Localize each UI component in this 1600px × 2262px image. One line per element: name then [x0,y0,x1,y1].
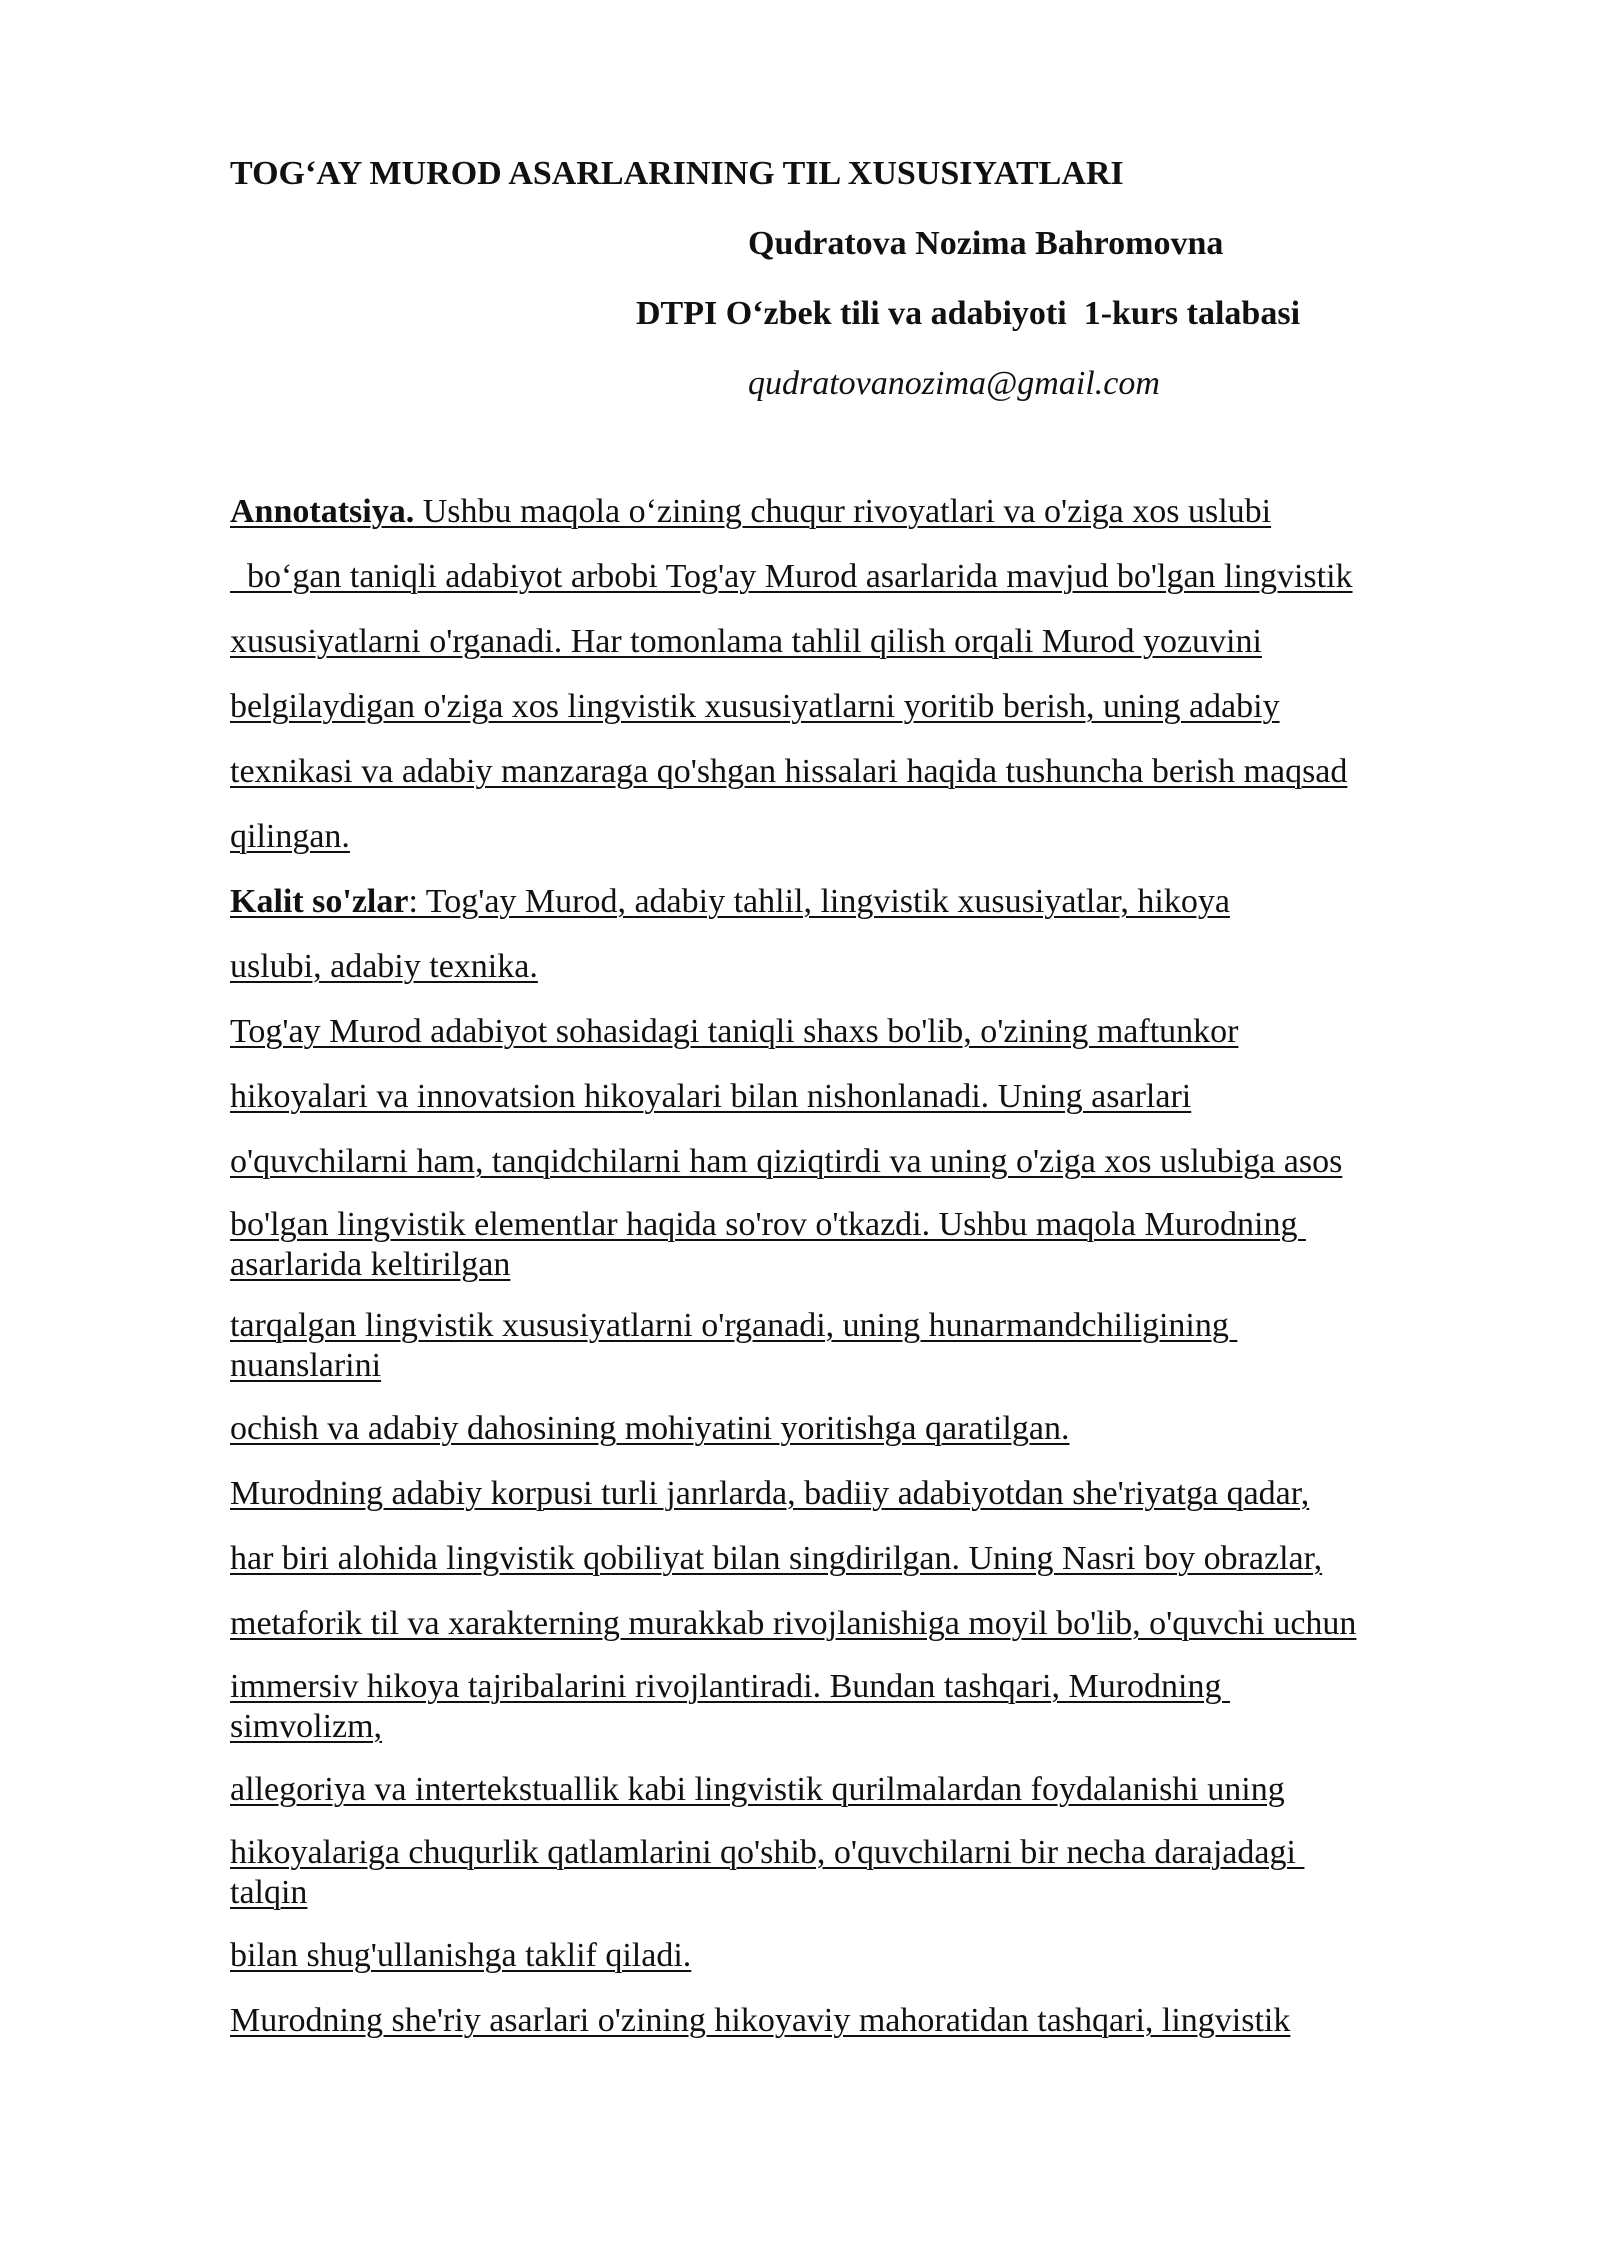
abstract-label: Annotatsiya. [230,493,415,530]
paragraph-line: Murodning she'riy asarlari o'zining hikoyaviy mahoratidan tashqari, lingvistik [230,2002,1291,2039]
abstract-text: Ushbu maqola o‘zining chuqur rivoyatlari va o'ziga xos uslubi [414,493,1272,530]
paragraph-line: har biri alohida lingvistik qobiliyat bilan singdirilgan. Uning Nasri boy obrazlar, [230,1540,1323,1577]
paragraph-subline: immersiv hikoya tajribalarini rivojlantiradi. Bundan tashqari, Murodning [230,1668,1230,1705]
paragraph-subline: simvolizm, [230,1708,383,1745]
article-title: TOG‘AY MUROD ASARLARINING TIL XUSUSIYATLARI [230,155,1124,192]
article-body [230,490,1530,2064]
keywords-label: Kalit so'zlar [230,883,409,920]
author-name: Qudratova Nozima Bahromovna [748,225,1224,262]
abstract-line: bo‘gan taniqli adabiyot arbobi Tog'ay Murod asarlarida mavjud bo'lgan lingvistik [230,558,1353,595]
paragraph-line [230,1205,1530,1285]
author-affiliation: DTPI O‘zbek tili va adabiyoti 1-kurs talabasi [636,295,1301,332]
paragraph-subline: asarlarida keltirilgan [230,1246,511,1283]
paragraph-line: ochish va adabiy dahosining mohiyatini yoritishga qaratilgan. [230,1410,1070,1447]
abstract-line [230,490,1530,534]
paragraph-line [230,1667,1530,1747]
paragraph-subline: talqin [230,1874,308,1911]
author-email: qudratovanozima@gmail.com [748,365,1160,402]
keywords-line [230,880,1530,924]
abstract-line: qilingan. [230,818,350,855]
paragraph-line: bilan shug'ullanishga taklif qiladi. [230,1937,692,1974]
paragraph-line: allegoriya va intertekstuallik kabi lingvistik qurilmalardan foydalanishi uning [230,1771,1285,1808]
paragraph-subline: bo'lgan lingvistik elementlar haqida so'rov o'tkazdi. Ushbu maqola Murodning [230,1206,1306,1243]
paragraph-line: Murodning adabiy korpusi turli janrlarda, badiiy adabiyotdan she'riyatga qadar, [230,1475,1310,1512]
paragraph-line: hikoyalari va innovatsion hikoyalari bilan nishonlanadi. Uning asarlari [230,1078,1192,1115]
keywords-line: uslubi, adabiy texnika. [230,948,538,985]
paragraph-line: o'quvchilarni ham, tanqidchilarni ham qiziqtirdi va uning o'ziga xos uslubiga asos [230,1143,1343,1180]
paragraph-line: metaforik til va xarakterning murakkab rivojlanishiga moyil bo'lib, o'quvchi uchun [230,1605,1357,1642]
paragraph-line: Tog'ay Murod adabiyot sohasidagi taniqli shaxs bo'lib, o'zining maftunkor [230,1013,1239,1050]
paragraph-subline: nuanslarini [230,1347,382,1384]
paragraph-subline: hikoyalariga chuqurlik qatlamlarini qo'shib, o'quvchilarni bir necha darajadagi [230,1834,1305,1871]
abstract-line: xususiyatlarni o'rganadi. Har tomonlama tahlil qilish orqali Murod yozuvini [230,623,1262,660]
abstract-line: texnikasi va adabiy manzaraga qo'shgan hissalari haqida tushuncha berish maqsad [230,753,1348,790]
paragraph-subline: tarqalgan lingvistik xususiyatlarni o'rganadi, uning hunarmandchiligining [230,1307,1238,1344]
keywords-text: : Tog'ay Murod, adabiy tahlil, lingvistik xususiyatlar, hikoya [408,883,1230,920]
paragraph-line [230,1306,1530,1386]
paragraph-line [230,1833,1530,1913]
abstract-line: belgilaydigan o'ziga xos lingvistik xususiyatlarni yoritib berish, uning adabiy [230,688,1280,725]
